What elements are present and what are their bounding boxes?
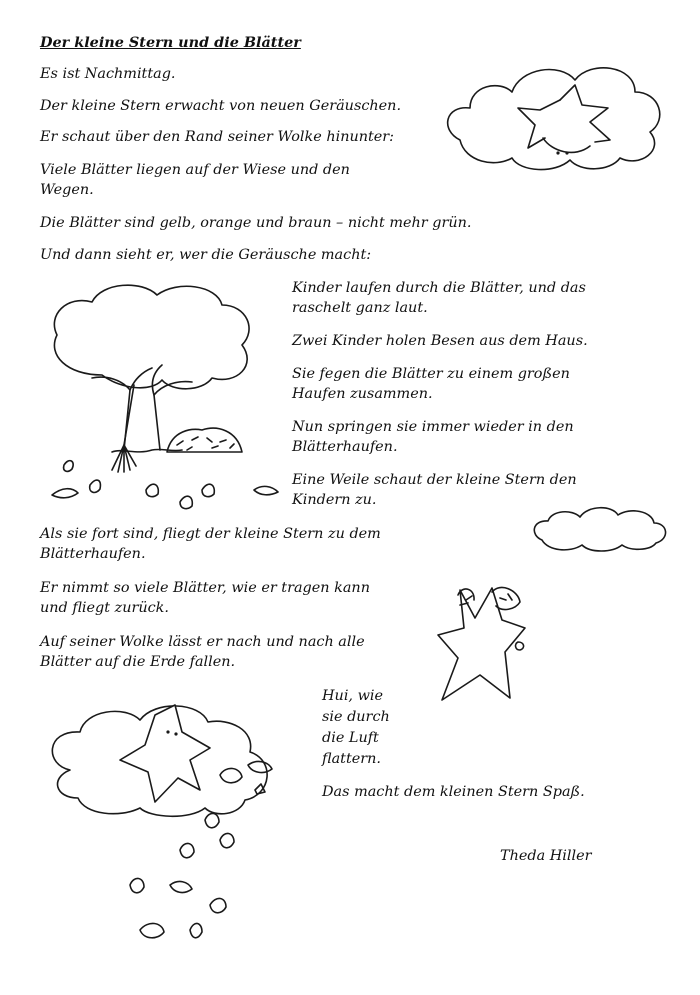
falling-leaves-illustration xyxy=(40,690,310,960)
paragraph-9-line-2: Haufen zusammen. xyxy=(292,386,433,402)
small-cloud-illustration xyxy=(530,505,670,555)
paragraph-11-line-1: Eine Weile schaut der kleine Stern den xyxy=(292,472,577,488)
paragraph-15-line-4: flattern. xyxy=(322,751,381,767)
tree-illustration xyxy=(42,280,287,505)
star-cloud-illustration xyxy=(440,50,670,180)
paragraph-13-line-2: und fliegt zurück. xyxy=(40,600,169,616)
paragraph-15-line-3: die Luft xyxy=(322,730,379,746)
paragraph-14-line-1: Auf seiner Wolke lässt er nach und nach alle xyxy=(40,634,365,650)
paragraph-8: Zwei Kinder holen Besen aus dem Haus. xyxy=(292,333,588,349)
paragraph-9-line-1: Sie fegen die Blätter zu einem großen xyxy=(292,366,570,382)
paragraph-2: Der kleine Stern erwacht von neuen Geräuschen. xyxy=(40,98,402,114)
paragraph-15-line-2: sie durch xyxy=(322,709,390,725)
author-signature: Theda Hiller xyxy=(500,848,592,864)
paragraph-12-line-1: Als sie fort sind, fliegt der kleine Stern zu dem xyxy=(40,526,381,542)
story-title: Der kleine Stern und die Blätter xyxy=(40,34,301,51)
paragraph-3: Er schaut über den Rand seiner Wolke hinunter: xyxy=(40,129,395,145)
paragraph-14-line-2: Blätter auf die Erde fallen. xyxy=(40,654,236,670)
paragraph-6: Und dann sieht er, wer die Geräusche macht: xyxy=(40,247,372,263)
paragraph-4-line-2: Wegen. xyxy=(40,182,94,198)
paragraph-13-line-1: Er nimmt so viele Blätter, wie er tragen kann xyxy=(40,580,370,596)
star-with-leaves-illustration xyxy=(430,580,540,710)
paragraph-12-line-2: Blätterhaufen. xyxy=(40,546,146,562)
paragraph-7-line-2: raschelt ganz laut. xyxy=(292,300,428,316)
paragraph-4-line-1: Viele Blätter liegen auf der Wiese und den xyxy=(40,162,350,178)
paragraph-1: Es ist Nachmittag. xyxy=(40,66,176,82)
paragraph-11-line-2: Kindern zu. xyxy=(292,492,377,508)
paragraph-16: Das macht dem kleinen Stern Spaß. xyxy=(322,784,585,800)
paragraph-10-line-2: Blätterhaufen. xyxy=(292,439,398,455)
paragraph-7-line-1: Kinder laufen durch die Blätter, und das xyxy=(292,280,586,296)
paragraph-15-line-1: Hui, wie xyxy=(322,688,384,704)
paragraph-5: Die Blätter sind gelb, orange und braun – nicht mehr grün. xyxy=(40,215,472,231)
paragraph-10-line-1: Nun springen sie immer wieder in den xyxy=(292,419,574,435)
